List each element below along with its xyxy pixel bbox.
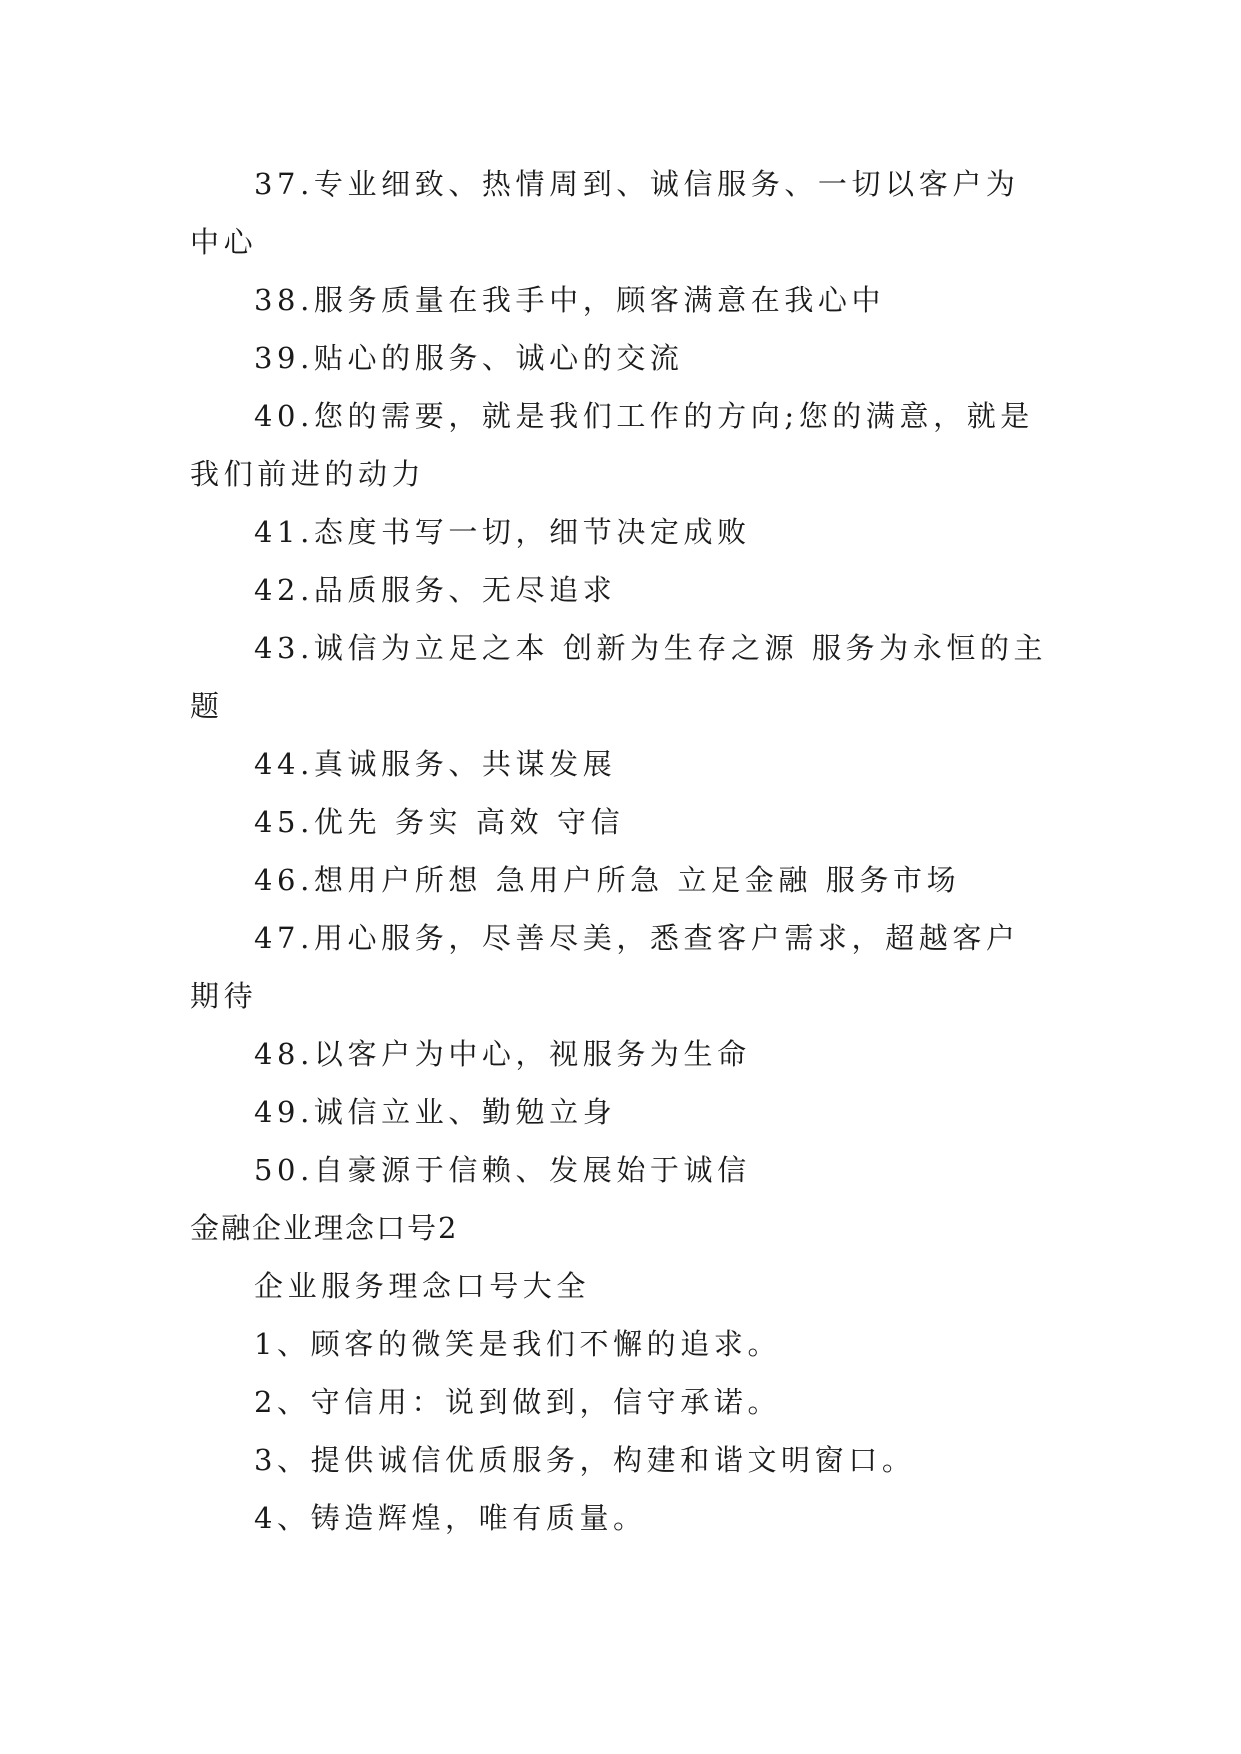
list-item: 50.自豪源于信赖、发展始于诚信	[254, 1153, 751, 1187]
section-heading: 金融企业理念口号2	[190, 1211, 459, 1245]
list-item: 43.诚信为立足之本 创新为生存之源 服务为永恒的主题	[190, 631, 1048, 723]
list-item: 48.以客户为中心，视服务为生命	[254, 1037, 751, 1071]
list-item: 44.真诚服务、共谋发展	[254, 747, 617, 781]
list-item: 41.态度书写一切，细节决定成败	[254, 515, 751, 549]
list-item: 1、顾客的微笑是我们不懈的追求。	[254, 1327, 782, 1361]
list-item: 38.服务质量在我手中，顾客满意在我心中	[254, 283, 886, 317]
list-item: 39.贴心的服务、诚心的交流	[254, 341, 684, 375]
list-item: 2、守信用：说到做到，信守承诺。	[254, 1385, 782, 1419]
list-item: 46.想用户所想 急用户所急 立足金融 服务市场	[254, 863, 961, 897]
list-item: 42.品质服务、无尽追求	[254, 573, 617, 607]
list-item: 3、提供诚信优质服务，构建和谐文明窗口。	[254, 1443, 916, 1477]
list-item: 40.您的需要，就是我们工作的方向;您的满意，就是我们前进的动力	[190, 399, 1034, 491]
subheading: 企业服务理念口号大全	[254, 1269, 591, 1303]
list-item: 49.诚信立业、勤勉立身	[254, 1095, 617, 1129]
document-body	[190, 155, 1050, 1547]
list-item: 37.专业细致、热情周到、诚信服务、一切以客户为中心	[190, 167, 1020, 259]
list-item: 45.优先 务实 高效 守信	[254, 805, 625, 839]
list-item: 47.用心服务，尽善尽美，悉查客户需求，超越客户期待	[190, 921, 1020, 1013]
list-item: 4、铸造辉煌，唯有质量。	[254, 1501, 647, 1535]
